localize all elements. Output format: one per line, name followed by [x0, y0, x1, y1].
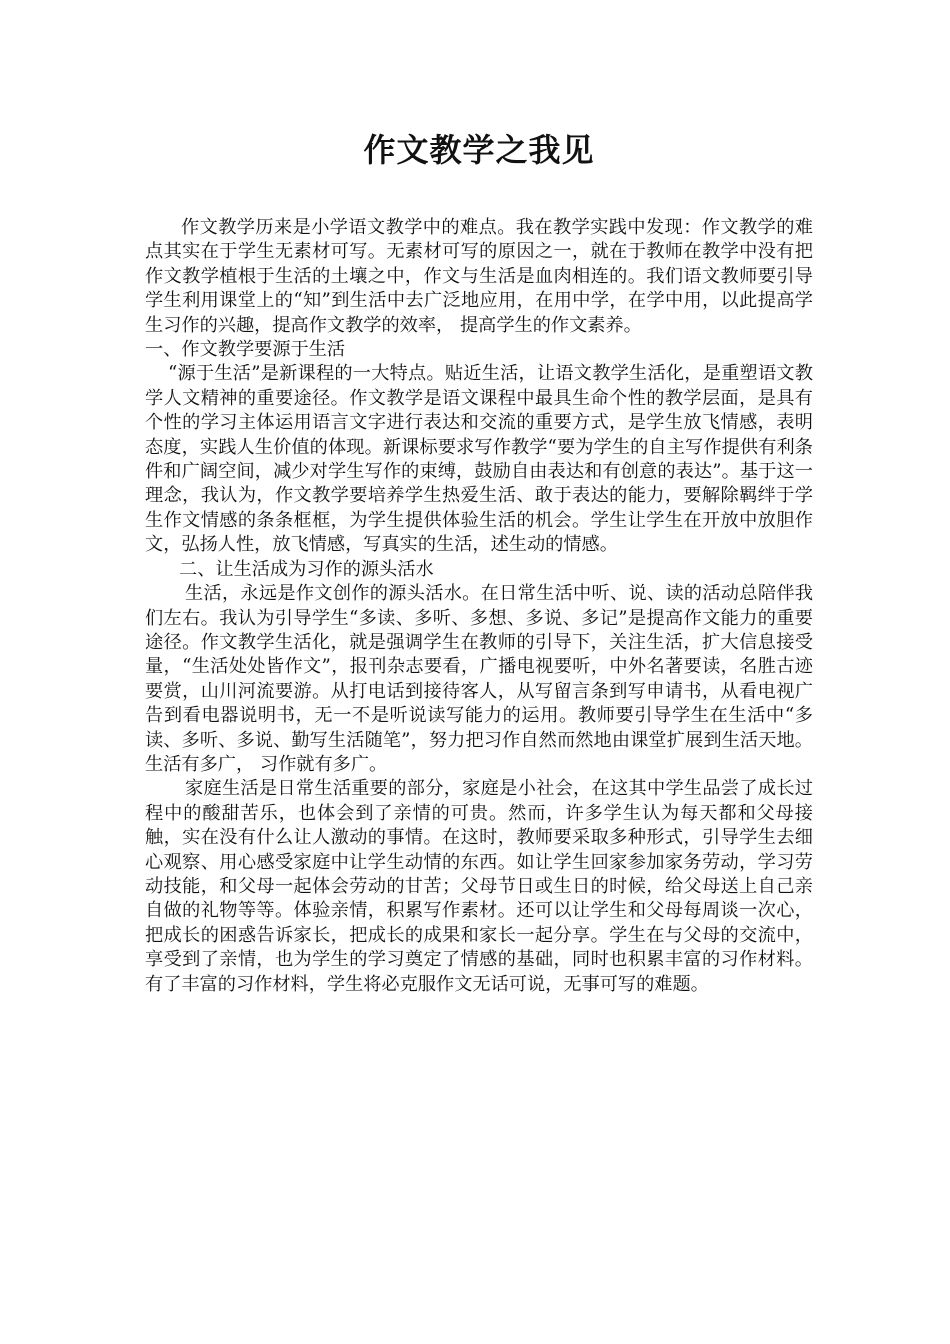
page-title: 作文教学之我见	[363, 131, 595, 169]
paragraph-intro: 作文教学历来是小学语文教学中的难点。我在教学实践中发现：作文教学的难点其实在于学生无素材可写。无素材可写的原因之一，就在于教师在教学中没有把作文教学植根于生活的土壤之中，作文与生活是血肉相连的。我们语文教师要引导学生利用课堂上的“知”到生活中去广泛地应用，在用中学，在学中用，以此提高学生习作的兴趣，提高作文教学的效率， 提高学生的作文素养。	[145, 217, 813, 336]
paragraph-section-2: 生活，永远是作文创作的源头活水。在日常生活中听、说、读的活动总陪伴我们左右。我认为引导学生“多读、多听、多想、多说、多记”是提高作文能力的重要途径。作文教学生活化，就是强调学生在教师的引导下，关注生活，扩大信息接受量，“生活处处皆作文”，报刊杂志要看，广播电视要听，中外名著要读，名胜古迹要赏，山川河流要游。从打电话到接待客人，从写留言条到写申请书，从看电视广告到看电器说明书，无一不是听说读写能力的运用。教师要引导学生在生活中“多读、多听、多说、勤写生活随笔”，努力把习作自然而然地由课堂扩展到生活天地。生活有多广， 习作就有多广。	[145, 583, 813, 775]
paragraph-section-1: “源于生活”是新课程的一大特点。贴近生活，让语文教学生活化，是重塑语文教学人文精神的重要途径。作文教学是语文课程中最具生命个性的教学层面，是具有个性的学习主体运用语言文字进行表达和交流的重要方式，是学生放飞情感，表明态度，实践人生价值的体现。新课标要求写作教学“要为学生的自主写作提供有利条件和广阔空间，减少对学生写作的束缚，鼓励自由表达和有创意的表达”。基于这一理念，我认为，作文教学要培养学生热爱生活、敢于表达的能力，要解除羁绊于学生作文情感的条条框框，为学生提供体验生活的机会。学生让学生在开放中放胆作文，弘扬人性，放飞情感，写真实的生活，述生动的情感。	[145, 363, 813, 556]
section-heading-1: 一、作文教学要源于生活	[145, 339, 346, 361]
paragraph-family-life: 家庭生活是日常生活重要的部分，家庭是小社会，在这其中学生品尝了成长过程中的酸甜苦乐，也体会到了亲情的可贵。然而，许多学生认为每天都和父母接触，实在没有什么让人激动的事情。在这时，教师要采取多种形式，引导学生去细心观察、用心感受家庭中让学生动情的东西。如让学生回家参加家务劳动，学习劳动技能，和父母一起体会劳动的甘苦；父母节日或生日的时候，给父母送上自己亲自做的礼物等等。体验亲情，积累写作素材。还可以让学生和父母每周谈一次心，把成长的困惑告诉家长，把成长的成果和家长一起分享。学生在与父母的交流中，享受到了亲情，也为学生的学习奠定了情感的基础，同时也积累丰富的习作材料。有了丰富的习作材料，学生将必克服作文无话可说，无事可写的难题。	[145, 778, 813, 995]
section-heading-2: 二、让生活成为习作的源头活水	[179, 558, 434, 580]
document-page	[145, 128, 813, 997]
